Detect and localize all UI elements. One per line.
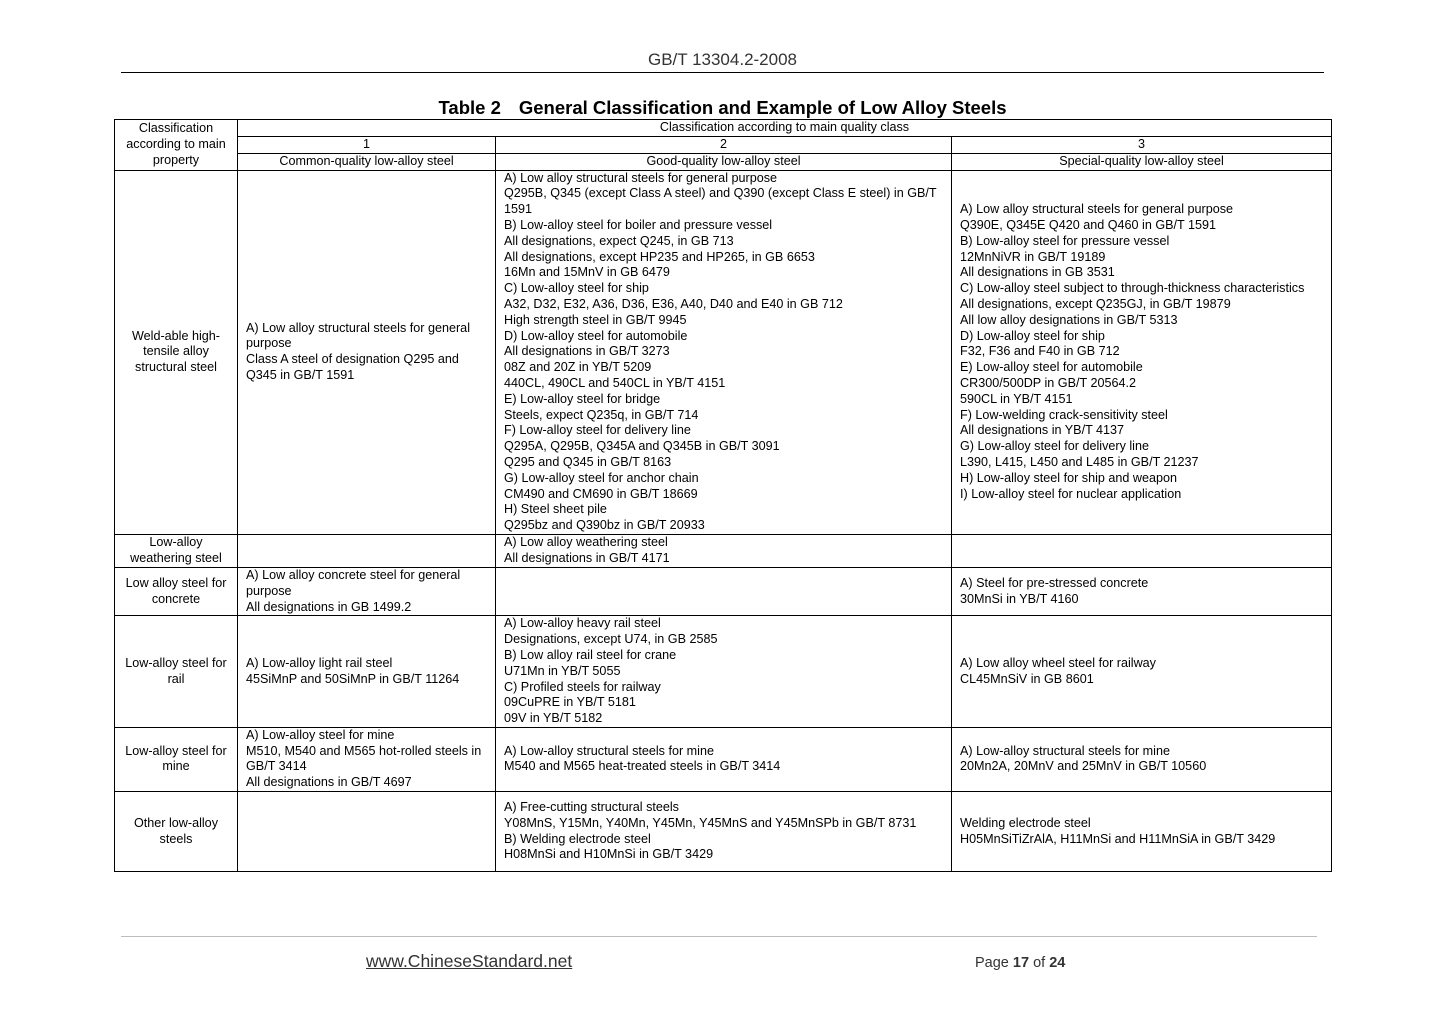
column-header-common: Common-quality low-alloy steel <box>238 153 496 170</box>
special-cell: A) Steel for pre-stressed concrete 30MnSi in YB/T 4160 <box>952 567 1332 615</box>
special-cell <box>952 534 1332 567</box>
table-row <box>115 792 1332 872</box>
header-row-group <box>115 120 1332 137</box>
header-row-names <box>115 153 1332 170</box>
table-row <box>115 616 1332 728</box>
table-row <box>115 567 1332 615</box>
special-cell: Welding electrode steel H05MnSiTiZrAlA, H11MnSi and H11MnSiA in GB/T 3429 <box>952 792 1332 872</box>
table-row <box>115 170 1332 534</box>
column-number: 2 <box>496 137 952 154</box>
page-of-label: of <box>1033 955 1046 971</box>
website-link[interactable]: www.ChineseStandard.net <box>366 951 573 971</box>
header-row-numbers <box>115 137 1332 154</box>
common-cell: A) Low alloy concrete steel for general purpose All designations in GB 1499.2 <box>238 567 496 615</box>
table-caption <box>0 97 1445 119</box>
good-cell: A) Low-alloy structural steels for mine M540 and M565 heat-treated steels in GB/T 3414 <box>496 727 952 791</box>
good-cell: A) Low alloy weathering steel All designations in GB/T 4171 <box>496 534 952 567</box>
table-row <box>115 727 1332 791</box>
footer-divider <box>121 936 1317 937</box>
good-cell: A) Low alloy structural steels for general purpose Q295B, Q345 (except Class A steel) and Q390 (except Class E steel) in GB/T 1591 B) Low-alloy steel for boiler and pressure vessel All designations, expect Q245, in GB 713 All designations, except HP235 and HP265, in GB 6653 16Mn and 15MnV in GB 6479 C) Low-alloy steel for ship A32, D32, E32, A36, D36, E36, A40, D40 and E40 in GB 712 High strength steel in GB/T 9945 D) Low-alloy steel for automobile All designations in GB/T 3273 08Z and 20Z in YB/T 5209 440CL, 490CL and 540CL in YB/T 4151 E) Low-alloy steel for bridge Steels, expect Q235q, in GB/T 714 F) Low-alloy steel for delivery line Q295A, Q295B, Q345A and Q345B in GB/T 3091 Q295 and Q345 in GB/T 8163 G) Low-alloy steel for anchor chain CM490 and CM690 in GB/T 18669 H) Steel sheet pile Q295bz and Q390bz in GB/T 20933 <box>496 170 952 534</box>
special-cell: A) Low alloy wheel steel for railway CL45MnSiV in GB 8601 <box>952 616 1332 728</box>
property-cell: Other low-alloy steels <box>115 792 238 872</box>
classification-table <box>114 119 1332 872</box>
column-header-good: Good-quality low-alloy steel <box>496 153 952 170</box>
table-number: Table 2 <box>438 97 501 118</box>
column-header-special: Special-quality low-alloy steel <box>952 153 1332 170</box>
special-cell: A) Low-alloy structural steels for mine 20Mn2A, 20MnV and 25MnV in GB/T 10560 <box>952 727 1332 791</box>
page-label: Page <box>975 955 1009 971</box>
page-number <box>975 955 1065 971</box>
common-cell <box>238 534 496 567</box>
document-header: GB/T 13304.2-2008 <box>647 50 797 69</box>
page-current: 17 <box>1012 955 1030 971</box>
property-cell: Low-alloy steel for rail <box>115 616 238 728</box>
page-total: 24 <box>1049 955 1066 971</box>
table-title: General Classification and Example of Low Alloy Steels <box>518 97 1007 118</box>
common-cell: A) Low-alloy light rail steel 45SiMnP and 50SiMnP in GB/T 11264 <box>238 616 496 728</box>
corner-header: Classification according to main property <box>115 120 238 171</box>
special-cell: A) Low alloy structural steels for general purpose Q390E, Q345E Q420 and Q460 in GB/T 1591 B) Low-alloy steel for pressure vessel 12MnNiVR in GB/T 19189 All designations in GB 3531 C) Low-alloy steel subject to through-thickness characteristics All designations, except Q235GJ, in GB/T 19879 All low alloy designations in GB/T 5313 D) Low-alloy steel for ship F32, F36 and F40 in GB 712 E) Low-alloy steel for automobile CR300/500DP in GB/T 20564.2 590CL in YB/T 4151 F) Low-welding crack-sensitivity steel All designations in YB/T 4137 G) Low-alloy steel for delivery line L390, L415, L450 and L485 in GB/T 21237 H) Low-alloy steel for ship and weapon I) Low-alloy steel for nuclear application <box>952 170 1332 534</box>
property-cell: Low-alloy weathering steel <box>115 534 238 567</box>
column-number: 3 <box>952 137 1332 154</box>
common-cell: A) Low-alloy steel for mine M510, M540 and M565 hot-rolled steels in GB/T 3414 All designations in GB/T 4697 <box>238 727 496 791</box>
good-cell: A) Free-cutting structural steels Y08MnS, Y15Mn, Y40Mn, Y45Mn, Y45MnS and Y45MnSPb in GB/T 8731 B) Welding electrode steel H08MnSi and H10MnSi in GB/T 3429 <box>496 792 952 872</box>
property-cell: Low-alloy steel for mine <box>115 727 238 791</box>
header-divider <box>121 72 1324 73</box>
table-row <box>115 534 1332 567</box>
property-cell: Low alloy steel for concrete <box>115 567 238 615</box>
good-cell <box>496 567 952 615</box>
common-cell <box>238 792 496 872</box>
group-header: Classification according to main quality class <box>238 120 1332 137</box>
property-cell: Weld-able high-tensile alloy structural steel <box>115 170 238 534</box>
good-cell: A) Low-alloy heavy rail steel Designations, except U74, in GB 2585 B) Low alloy rail steel for crane U71Mn in YB/T 5055 C) Profiled steels for railway 09CuPRE in YB/T 5181 09V in YB/T 5182 <box>496 616 952 728</box>
column-number: 1 <box>238 137 496 154</box>
common-cell: A) Low alloy structural steels for general purpose Class A steel of designation Q295 and Q345 in GB/T 1591 <box>238 170 496 534</box>
